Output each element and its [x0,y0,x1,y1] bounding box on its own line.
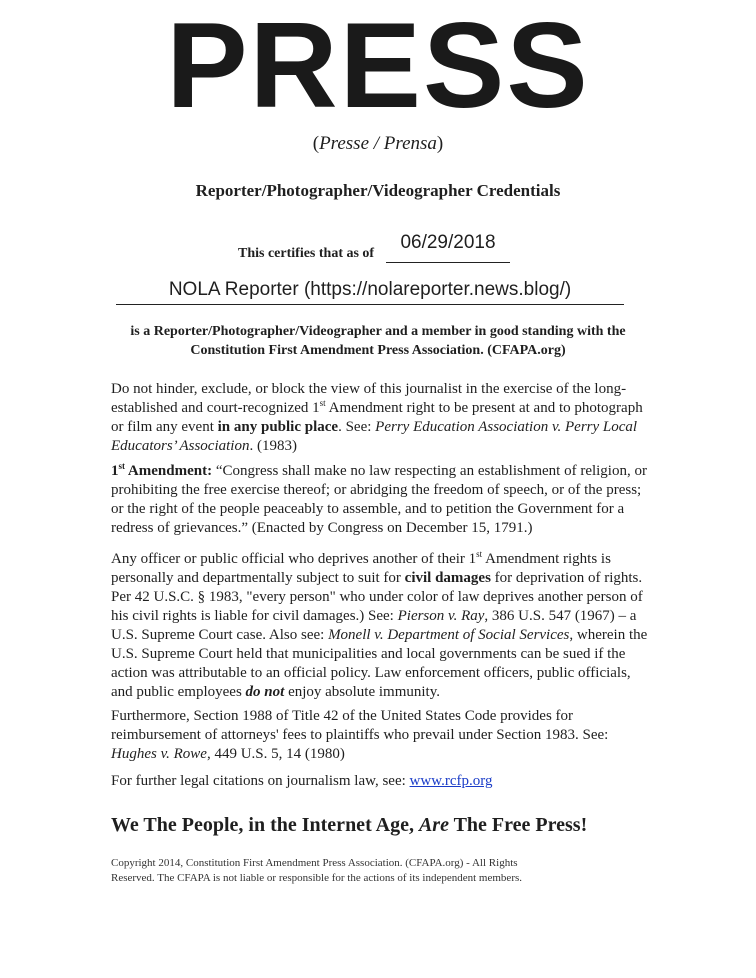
membership-line-1: is a Reporter/Photographer/Videographer and a member in good standing with the [130,324,626,339]
p1-bold: in any public place [217,419,339,435]
press-title: PRESS [166,0,590,133]
organization-field[interactable] [116,278,624,305]
membership-line-2: Constitution First Amendment Press Association. (CFAPA.org) [190,343,566,358]
p2-label [111,463,212,479]
copyright-line-1: Copyright 2014, Constitution First Amendment Press Association. (CFAPA.org) - All Rights [111,857,518,869]
p3-text-4: , 386 U.S. 547 (1967) – a U.S. Supreme Court case. Also see: [111,608,637,643]
p2-label-sup: st [118,461,125,471]
paragraph-access-rights [111,380,651,456]
p1-text-2: Amendment right to be present at and to photograph or film any event [111,400,643,435]
membership-statement [100,322,656,360]
p3-text-6: enjoy absolute immunity. [284,684,440,700]
p3-case-citation-2: Monell v. Department of Social Services [328,627,570,643]
p2-text: “Congress shall make no law respecting an establishment of religion, or prohibiting the free exercise thereof; or abridging the freedom of speech, or of the press; or the right of the people peaceably to assemble, and to petition the Government for a redress of grievances.” (Enacted by Congress on December 15, 1791.) [111,463,647,536]
p1-text-1: Do not hinder, exclude, or block the view of this journalist in the exercise of the long-established and court-recognized 1 [111,381,627,416]
p3-emphasis: do not [245,684,285,700]
p1-case-citation: Perry Education Association v. Perry Local Educators’ Association [111,419,638,454]
p2-label-2: Amendment: [125,463,213,479]
paragraph-attorney-fees [111,707,651,764]
date-value: 06/29/2018 [400,232,496,253]
date-field[interactable] [386,232,510,263]
subtitle [0,132,756,156]
subtitle-close: ) [436,133,444,154]
slogan [111,812,671,838]
copyright-notice [111,856,611,886]
p4-text-1: Furthermore, Section 1988 of Title 42 of the United States Code provides for reimbursement of attorneys' fees to plaintiffs who prevail under Section 1983. See: [111,708,609,743]
slogan-text-1: We The People, in the Internet Age, [111,814,419,836]
rcfp-link[interactable]: www.rcfp.org [409,773,493,789]
p3-sup: st [476,549,483,559]
subtitle-open: ( [312,133,320,154]
p5-text: For further legal citations on journalism law, see: [111,773,410,789]
slogan-emphasis: Are [418,814,449,836]
organization-value: NOLA Reporter (https://nolareporter.news.blog/) [168,279,572,300]
p4-text-2: , 449 U.S. 5, 14 (1980) [206,746,345,762]
paragraph-first-amendment [111,462,651,538]
p1-text-4: . (1983) [249,438,297,454]
p2-label-1: 1 [111,463,119,479]
p3-text-1: Any officer or public official who deprives another of their 1 [111,551,477,567]
p3-bold: civil damages [404,570,491,586]
p3-text-2: Amendment rights is personally and departmentally subject to suit for [111,551,611,586]
subtitle-text: Presse / Prensa [319,133,437,154]
p3-text-3: for deprivation of rights. Per 42 U.S.C. § 1983, "every person" who under color of law deprives another person of his civil rights is liable for civil damages.) See: [111,570,643,624]
slogan-text-2: The Free Press! [448,814,588,836]
paragraph-civil-damages [111,550,651,702]
credentials-heading: Reporter/Photographer/Videographer Credentials [195,181,561,200]
certify-label: This certifies that as of [238,246,375,261]
p1-text-3: . See: [338,419,376,435]
copyright-line-2: Reserved. The CFAPA is not liable or responsible for the actions of its independent members. [111,872,523,884]
p3-case-citation-1: Pierson v. Ray [397,608,485,624]
p3-text-5: , wherein the U.S. Supreme Court held that municipalities and local governments can be sued if the action was attributable to an official policy. Law enforcement officers, public officials, and public employees [111,627,648,700]
p4-case-citation: Hughes v. Rowe [111,746,207,762]
p1-sup: st [319,398,326,408]
paragraph-further-citations [111,772,651,791]
